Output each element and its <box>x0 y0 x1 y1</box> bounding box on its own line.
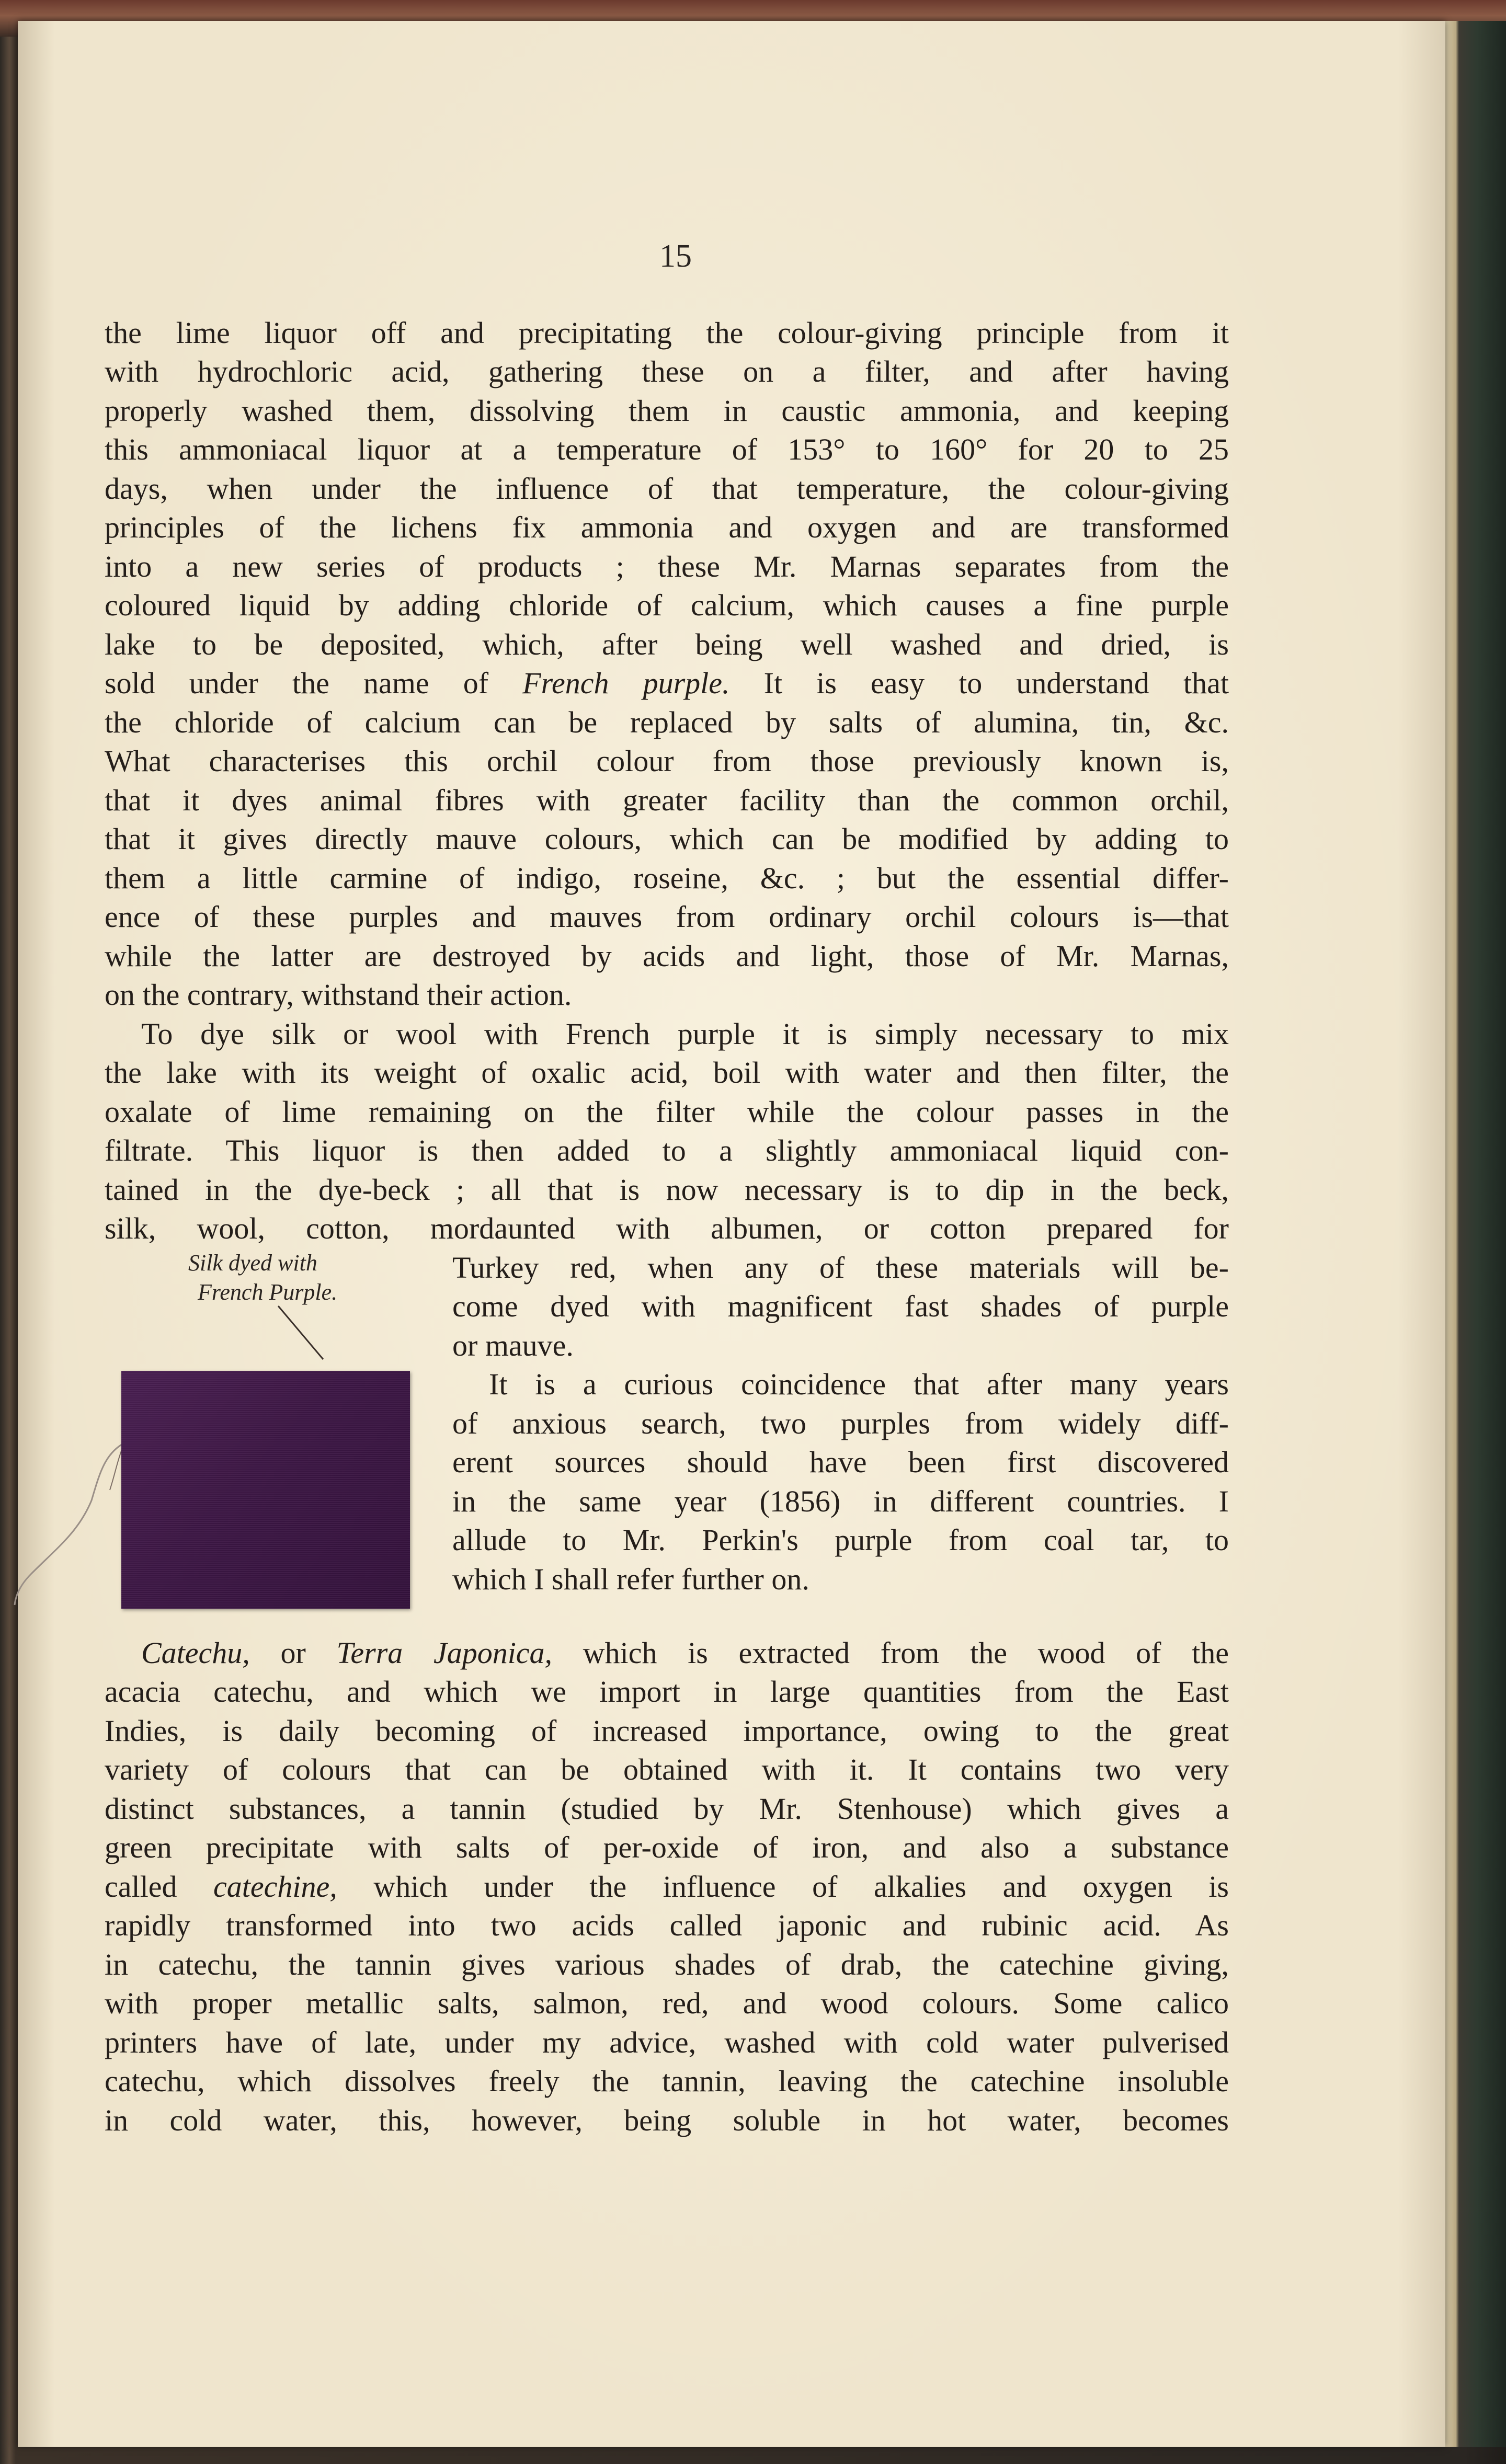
text-segment: sold under the name of <box>105 666 489 700</box>
sample-caption-line1: Silk dyed with <box>188 1250 317 1276</box>
text-line: tained in the dye-beck ; all that is now necessary is to dip in the beck, <box>105 1173 1229 1207</box>
text-line: acacia catechu, and which we import in large quantities from the East <box>105 1675 1229 1709</box>
text-line: oxalate of lime remaining on the filter while the colour passes in the <box>105 1095 1229 1129</box>
text-line: filtrate. This liquor is then added to a slightly ammoniacal liquid con- <box>105 1133 1229 1167</box>
text-segment: which is extracted from the wood of the <box>583 1636 1229 1670</box>
text-line: coloured liquid by adding chloride of calcium, which causes a fine purple <box>105 588 1229 622</box>
text-segment: or <box>280 1636 306 1670</box>
text-line: that it dyes animal fibres with greater facility than the common orchil, <box>105 783 1229 817</box>
text-line: variety of colours that can be obtained with it. It contains two very <box>105 1752 1229 1786</box>
silk-sample-swatch-french-purple <box>121 1371 410 1609</box>
text-line: days, when under the influence of that temperature, the colour-giving <box>105 472 1229 506</box>
text-line: this ammoniacal liquor at a temperature of 153° to 160° for 20 to 25 <box>105 432 1229 466</box>
text-line: Indies, is daily becoming of increased importance, owing to the great <box>105 1714 1229 1748</box>
italic-term-catechine: catechine, <box>213 1870 337 1904</box>
text-line: ence of these purples and mauves from ordinary orchil colours is—that <box>105 900 1229 934</box>
text-line: green precipitate with salts of per-oxide of iron, and also a substance <box>105 1830 1229 1864</box>
text-line: while the latter are destroyed by acids and light, those of Mr. Marnas, <box>105 939 1229 973</box>
text-line: properly washed them, dissolving them in caustic ammonia, and keeping <box>105 394 1229 428</box>
text-line: erent sources should have been first discovered <box>452 1445 1229 1479</box>
text-line: It is a curious coincidence that after many years <box>489 1367 1229 1401</box>
text-line: To dye silk or wool with French purple it is simply necessary to mix <box>141 1017 1229 1051</box>
text-line: lake to be deposited, which, after being well washed and dried, is <box>105 627 1229 661</box>
text-line: into a new series of products ; these Mr. Marnas separates from the <box>105 549 1229 583</box>
text-line: that it gives directly mauve colours, which can be modified by adding to <box>105 822 1229 856</box>
italic-term-catechu: Catechu, <box>141 1636 250 1670</box>
text-line: in cold water, this, however, being soluble in hot water, becomes <box>105 2103 1229 2137</box>
text-line: on the contrary, withstand their action. <box>105 978 572 1012</box>
text-line: rapidly transformed into two acids called japonic and rubinic acid. As <box>105 1908 1229 1942</box>
italic-term-french-purple: French purple. <box>522 666 730 700</box>
text-line: the chloride of calcium can be replaced by salts of alumina, tin, &c. <box>105 705 1229 739</box>
text-line: principles of the lichens fix ammonia and oxygen and are transformed <box>105 510 1229 544</box>
text-line: in the same year (1856) in different countries. I <box>452 1484 1229 1518</box>
text-segment: called <box>105 1870 177 1904</box>
text-line: of anxious search, two purples from widely diff- <box>452 1406 1229 1440</box>
text-line: with hydrochloric acid, gathering these on a filter, and after having <box>105 354 1229 388</box>
text-line: printers have of late, under my advice, washed with cold water pulverised <box>105 2025 1229 2059</box>
page-number: 15 <box>659 238 692 274</box>
text-line: with proper metallic salts, salmon, red, and wood colours. Some calico <box>105 1986 1229 2020</box>
text-segment: which under the influence of alkalies and oxygen is <box>373 1870 1229 1904</box>
text-line: catechu, which dissolves freely the tannin, leaving the catechine insoluble <box>105 2064 1229 2098</box>
text-line: them a little carmine of indigo, roseine, &c. ; but the essential differ- <box>105 861 1229 895</box>
book-edge-right <box>1445 21 1506 2447</box>
text-line: the lake with its weight of oxalic acid, boil with water and then filter, the <box>105 1056 1229 1090</box>
text-line: distinct substances, a tannin (studied by Mr. Stenhouse) which gives a <box>105 1792 1229 1826</box>
text-line-with-italic <box>105 1867 1229 1907</box>
text-line: What characterises this orchil colour from those previously known is, <box>105 744 1229 778</box>
sample-caption-line2: French Purple. <box>198 1279 338 1305</box>
text-line: silk, wool, cotton, mordaunted with albumen, or cotton prepared for <box>105 1211 1229 1245</box>
text-line: or mauve. <box>452 1328 574 1362</box>
italic-term-terra-japonica: Terra Japonica, <box>336 1636 553 1670</box>
text-line: come dyed with magnificent fast shades of purple <box>452 1289 1229 1323</box>
text-line: in catechu, the tannin gives various shades of drab, the catechine giving, <box>105 1947 1229 1981</box>
text-line: the lime liquor off and precipitating the colour-giving principle from it <box>105 316 1229 350</box>
text-segment: It is easy to understand that <box>763 666 1229 700</box>
text-line: allude to Mr. Perkin's purple from coal tar, to <box>452 1523 1229 1557</box>
text-line: Turkey red, when any of these materials will be- <box>452 1251 1229 1285</box>
text-line: which I shall refer further on. <box>452 1562 809 1596</box>
